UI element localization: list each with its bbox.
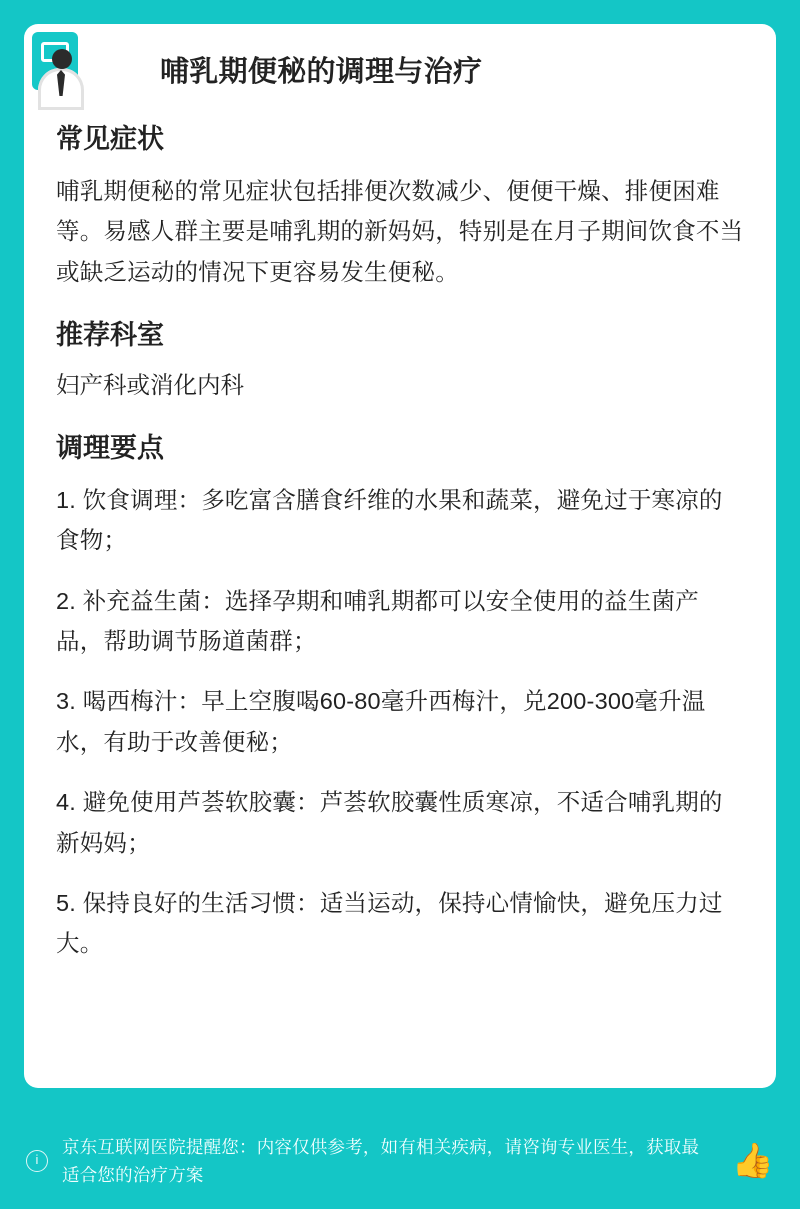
list-item: 3. 喝西梅汁：早上空腹喝60-80毫升西梅汁，兑200-300毫升温水，有助于改善便秘； [56, 688, 706, 755]
section-heading-department: 推荐科室 [56, 320, 164, 350]
list-item: 5. 保持良好的生活习惯：适当运动，保持心情愉快，避免压力过大。 [56, 890, 723, 957]
list-item: 2. 补充益生菌：选择孕期和哺乳期都可以安全使用的益生菌产品，帮助调节肠道菌群； [56, 587, 699, 654]
section-text-department: 妇产科或消化内科 [56, 372, 244, 399]
section-text-symptoms: 哺乳期便秘的常见症状包括排便次数减少、便便干燥、排便困难等。易感人群主要是哺乳期的新妈妈，特别是在月子期间饮食不当或缺乏运动的情况下更容易发生便秘。 [56, 177, 744, 285]
list-item: 1. 饮食调理：多吃富含膳食纤维的水果和蔬菜，避免过于寒凉的食物； [56, 486, 723, 554]
section-heading-tips: 调理要点 [56, 432, 164, 463]
disclaimer-text: 京东互联网医院提醒您：内容仅供参考，如有相关疾病，请咨询专业医生，获取最适合您的治疗方案 [62, 1137, 700, 1185]
info-icon: i [26, 1150, 48, 1172]
page-title: 哺乳期便秘的调理与治疗 [160, 56, 483, 88]
person-head-icon [52, 49, 72, 69]
document-person-icon [32, 32, 84, 110]
section-heading-symptoms: 常见症状 [56, 123, 164, 154]
article-card [24, 24, 776, 1088]
footer-disclaimer-bar [0, 1113, 800, 1209]
thumbs-up-icon[interactable]: 👍 [731, 1142, 774, 1180]
list-item: 4. 避免使用芦荟软胶囊：芦荟软胶囊性质寒凉，不适合哺乳期的新妈妈； [56, 789, 723, 856]
